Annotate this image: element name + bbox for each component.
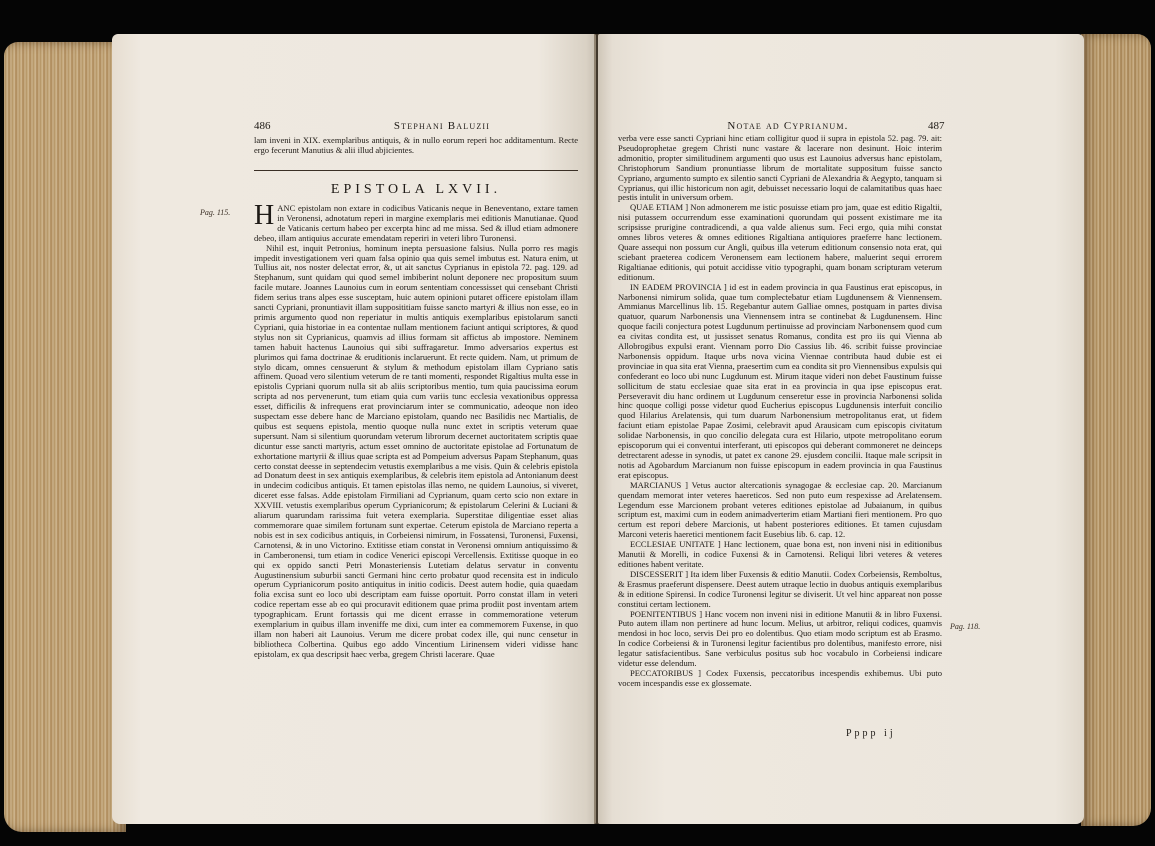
note-paragraph: DISCESSERIT ] Ita idem liber Fuxensis & editio Manutii. Codex Corbeiensis, Remboltus, & Erasmus praeferunt dispensere. Deest autem utraque lectio in duobus antiquis exemplaribus & in editione Spirensi. In codice Turonensi legitur se diviserit. Ut vel hinc appareat non posse constitui certam lectionem. — [618, 568, 942, 609]
intro-text — [254, 136, 578, 156]
running-head: Notae ad Cyprianum. — [727, 120, 849, 132]
note-paragraph: verba vere esse sancti Cypriani hinc etiam colligitur quod ii supra in epistola 52. pag. 79. ait: Pseudoprophetae gregem Christi nunc vastare & lacerare non desinunt. Hoic interim admonitio, propter similitudinem argumenti quo usus est Launoius adversus hanc epistolam, Christophorum Sandium pronuntiasse librum de mortalitate suppositum fuisse sancto Cypriano, argumento sumpto ex silentio sancti Cypriani de Alexandria & Aegypto, tanquam si Cyprianus, qui illic historicum non agit, debuisset necessario loqui de calamitatibus quas haec pestis intulit in universum orbem. — [618, 134, 942, 203]
note-paragraph: ECCLESIAE UNITATE ] Hanc lectionem, quae bona est, non inveni nisi in editionibus Manutii & Morelli, in codice Fuxensi & in Carnotensi. Reliqui libri veteres & veteres editiones habent veritate. — [618, 539, 942, 569]
drop-cap: H — [254, 204, 275, 231]
paragraph-text: ANC epistolam non extare in codicibus Vaticanis neque in Beneventano, extare tamen in Veronensi, adnotatum reperi in margine exemplaris mei editionis Manutianae. Quod de Vaticanis certum habeo per excerpta hinc ad me missa. Sed & illud etiam admonere debeo, illam antiquius accurate emendatam reperiri in veteri libro Turonensi. — [254, 204, 578, 243]
page-number: 486 — [254, 120, 271, 132]
open-book — [0, 14, 1155, 840]
note-paragraph: QUAE ETIAM ] Non admonerem me istic posuisse etiam pro jam, quae est editio Rigaltii, nisi putassem occurrendum esse examinationi quorundam qui possent existimare me ita scripsisse prurigine contradicendi, a qua valde alienus sum. Feci ergo, quia mihi constat omnes libros veteres & omnes editiones Rigaltiana antiquiores praeferre hanc lectionem. Quare assequi non possum cur Angli, quibus illa veterum editionum consensio nota erat, qui sciebant praeterea codicem Veronensem eam lectionem habere, maluerint sequi errorem Rigaltianae editionis, qui potuit accidisse vitio typographi, quam bonam scripturam veterum editionum. — [618, 202, 942, 282]
body-paragraph: Nihil est, inquit Petronius, hominum inepta persuasione falsius. Nulla porro res magis impedit investigationem veri quam falsa opinio qua quis semel imbutus est. Natura enim, ut Tullius ait, nos noster delectat error, &, ut ait sanctus Cyprianus in epistola 72. pag. 129. ad Stephanum, sunt quidam qui quod semel imbiberint nolunt deponere nec propositum suum facile mutare. Joannes Launoius cum in eorum sententiam concessisset qui censebant Christi fidem serius trans alpes esse susceptam, huic autem opinioni putaret officere epistolam illam sancti Cypriani, pronuntiavit illam supposititiam fuisse sancto martyri & illius non esse, eo in primis argumento quod non reperiatur in multis antiquis exemplaribus epistolarum sancti Cypriani, quia historiae in ea contentae nullam mentionem faciunt antiqui scriptores, & quod stylus non sit Cyprianicus, quamvis ad illius formam sit affictus ab impostore. Neminem tamen habuit hactenus Launoius qui sibi suffragaretur. Immo adversarios expertus est plurimos qui fama doctrinae & eruditionis inclaruerunt. Et recte quidem. Nam, ut primum de stylo dicam, omnes censuerunt & stylum & methodum epistolam illam Cypriano satis affinem. Quoad vero silentium veterum de re tanti momenti, respondet Rigaltius multa esse in epistolis Cypriani quorum nulla sit ab aliis scriptoribus mentio, tum quia paucissima eorum scripta ad nos pervenerunt, tum etiam quia cum variis tunc ecclesia vexationibus oppressa esset, difficilis & infrequens erat provinciarum inter se communicatio, adeoque non ideo suspectam esse debere hanc de Marciano epistolam, quando nec Basilidis nec Martialis, de quibus est sequens epistola, mentio quoque nulla nunc extet in scriptis veterum quae supersunt. Nam si silentium quorundam veterum librorum decernet auctoritatem scriptis quae dicuntur esse sancti martyris, actum esset omnino de auctoritate epistolae ad Fortunatum de exhortatione martyrii & illius quae scripta est ad Pompeium adversus Papam Stephanum, quas certo constat deesse in septendecim vetustis exemplaribus a me visis. Quin & celebris epistola ad Donatum deest in sex antiquis exemplaribus, & celebris item epistola ad Antonianum deest in undecim codicibus antiquis. Et tamen epistolas illas nemo, ne quidem Launoius, si viveret, diceret esse falsas. Adde epistolam Firmiliani ad Cyprianum, quam certo scio non extare in XXVIII. vetustis exemplaribus operum Cyprianicorum; & epistolarum Celerini & Luciani & aliarum quarundam rarissima fuit vetera exemplaria. Superstitae diligentiae esset alias commemorare quae similem fortunam sunt expertae. Ceterum epistola de Marciano reperta a nobis est in sex codicibus antiquis, in Corbeiensi nimirum, in Fossatensi, Turonensi, Fuxensi, Carnotensi, & in uno Victorino. Extitisse etiam constat in Veronensi omnium antiquissimo & in Camberonensi, tum etiam in codice Venerici episcopi Vercellensis. Extitisse quoque in eo qui ex oppido sancti Petri Monasteriensis Lutetiam delatus servatur in conventu Augustinensium suburbii sancti Germani hinc certo probatur quod recensita est in indiculo operum Cyprianicorum posito antiquitus in initio codicis. Deest autem hodie, quia quaedam folia excisa sunt eo loco ubi descriptam eam fuisse oportuit. Porro constat illam in veteri codice repertam esse ab eo qui procuravit editionem quae prima prodiit post inventam artem typographicam. Erunt fortassis qui me dicent errasse in commemoratione veterum exemplarium in quibus illam inveniffe me dixi, cum inter ea commemorem Fuxense, in quo illam non haberi ait Launoius. Verum me dicere probat codex ille, qui nunc censetur in bibliotheca Colbertina. Quibus ego addo Vincentium Lirinensem videri vidisse hanc epistolam, ex qua descripsit haec verba, gregem Christi lacerare. Quae — [254, 242, 578, 659]
right-page — [598, 34, 1084, 824]
margin-note-left: Pag. 115. — [200, 208, 231, 217]
signature-mark: Pppp ij — [846, 728, 896, 739]
note-paragraph: IN EADEM PROVINCIA ] id est in eadem provincia in qua Faustinus erat episcopus, in Narbonensi nimirum solida, quae tum complectebatur etiam Lugdunensem & Viennensem. Ammianus Marcellinus lib. 15. Regebantur autem Galliae omnes, postquam in partes divisa quatuor, quarum Narbonensis una Viennensem intra se continebat & Lugdunensem. Hinc quoque facili conjectura potest Lugdunum pertinuisse ad provinciam Narbonensem quod cum ea civitas condita est, ut jussisset senatus Romanus, condita est pro iis qui Vienna ab Allobrogibus expulsi erant. Viennam porro Dio Cassius lib. 46. scribit fuisse provinciae Narbonensis oppidum. Itaque urbs nova vicina Viennae contributa haud dubie est ei provinciae in qua sita erat Vienna, praesertim cum ea condita sit pro Viennensibus expulsis qui confederant eo loco ubi nunc Lugdunum est. Mirum itaque videri non debet Faustinum fuisse sollicitum de statu ecclesiae quae sita erat in ea provincia in qua ipse episcopus erat. Perseveravit diu hanc ordinem ut Lugdunum censeretur esse in provincia Narbonensi solida hinc quoque colligi posse videtur quod Eucherius episcopus Lugdunensis interfuit concilio quod Hilarius Arelatensis, qui tum duarum Narbonensium metropolitanus erat, ut fidem faciunt etiam epistolae Papae Zosimi, celebravit apud Arausicam cum episcopis civitatum solidae Narbonensis, in quo concilio delegata cura est Hilario, utpote metropolitano eorum episcoporum qui ei conventui interferant, uti episcopos qui deberant commoneret ne deinceps detrectarent adesse in synodis, ut patet ex canone 29. ejusdem concilii. Itaque male scripsit in notis ad Agobardum Marcianum non fuisse episcopum in eadem provincia in qua Faustinus erat episcopus. — [618, 281, 942, 480]
notes-body — [618, 134, 942, 720]
note-paragraph: MARCIANUS ] Vetus auctor altercationis synagogae & ecclesiae cap. 20. Marcianum quendam memorat inter veteres haereticos. Sed non puto eum respexisse ad Arelatensem. Legendum esse Marcionem probant veteres editiones epistolae ad Jubaianum, in quibus scriptum est, maximi cum in eodem animadverterim etiam Martiani fieri mentionem. Pro quo certum est repori debere Marcionis, ut habent posteriores editiones. Et tamen cujusdam Marconi veteris haeretici mentionem facit Eusebius lib. 6. cap. 12. — [618, 479, 942, 540]
left-page — [112, 34, 596, 824]
epistle-title: EPISTOLA LXVII. — [330, 182, 502, 197]
divider-rule — [254, 170, 578, 171]
left-page-edges — [4, 42, 126, 832]
page-number: 487 — [928, 120, 945, 132]
note-paragraph: PECCATORIBUS ] Codex Fuxensis, peccatoribus incespendis exhibemus. Ubi puto vocem incespandis esse ex glossemate. — [618, 667, 942, 688]
note-paragraph: POENITENTIBUS ] Hanc vocem non inveni nisi in editione Manutii & in libro Fuxensi. Puto autem illam non pertinere ad hunc locum. Melius, ut arbitror, reliqui codices, quamvis mendosi in hoc loco, servis Dei pro eo dolentibus. Quo etiam modo scriptum est ab Erasmo. In codice Corbeiensi & in Turonensi legitur facientibus pro dolentibus, manifesto errore, nisi legatur satisfacientibus. Sane verbiculus positus sub hoc vocabulo in Corbeiensi indicare videtur esse delendum. — [618, 608, 942, 669]
running-head: Stephani Baluzii — [393, 120, 491, 132]
right-page-edges — [1081, 34, 1151, 826]
intro-paragraph: lam inveni in XIX. exemplaribus antiquis, & in nullo eorum reperi hoc additamentum. Recte ergo fecerunt Manutius & alii illud abjicientes. — [254, 135, 578, 155]
epistle-body — [254, 204, 578, 744]
body-paragraph — [254, 204, 578, 244]
margin-note-right: Pag. 118. — [950, 622, 981, 631]
